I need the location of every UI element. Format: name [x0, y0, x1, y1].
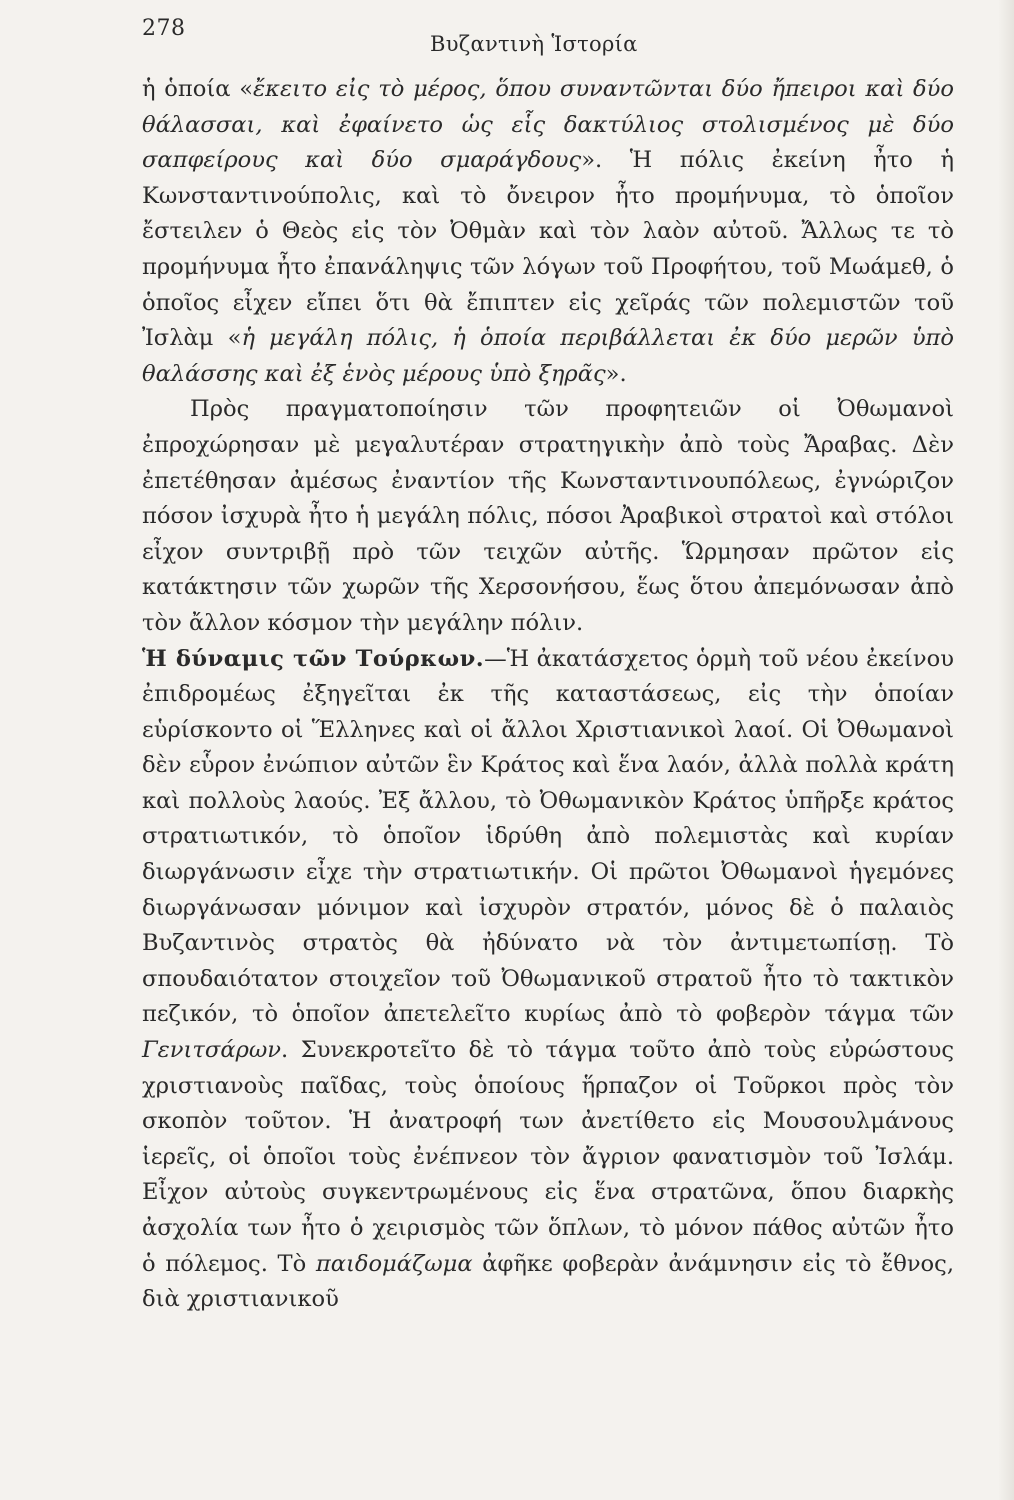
text-run: . Συνεκροτεῖτο δὲ τὸ τάγμα τοῦτο ἀπὸ τοὺς εὐρώστους χριστιανοὺς παῖδας, τοὺς ὁποίους ἥρπαζον οἱ Τοῦρκοι πρὸς τὸν σκοπὸν τοῦτον. Ἡ ἀνατροφή των ἀνετίθετο εἰς Μουσουλμάνους ἱερεῖς, οἱ ὁποῖοι τοὺς ἐνέπνεον τὸν ἄγριον φανατισμὸν τοῦ Ἰσλάμ. Εἶχον αὐτοὺς συγκεντρωμένους εἰς ἕνα στρατῶνα, ὅπου διαρκὴς ἀσχολία των ἦτο ὁ χειρισμὸς τῶν ὅπλων, τὸ μόνον πάθος αὐτῶν ἦτο ὁ πόλεμος. Τὸ: [142, 1037, 954, 1277]
paragraph-p3: [142, 642, 954, 1318]
text-run: —Ἡ ἀκατάσχετος ὁρμὴ τοῦ νέου ἐκείνου ἐπιδρομέως ἐξηγεῖται ἐκ τῆς καταστάσεως, εἰς τὴν ὁποίαν εὑρίσκοντο οἱ Ἕλληνες καὶ οἱ ἄλλοι Χριστιανικοὶ λαοί. Οἱ Ὀθωμανοὶ δὲν εὗρον ἐνώπιον αὐτῶν ἓν Κράτος καὶ ἕνα λαόν, ἀλλὰ πολλὰ κράτη καὶ πολλοὺς λαούς. Ἐξ ἄλλου, τὸ Ὀθωμανικὸν Κράτος ὑπῆρξε κράτος στρατιωτικόν, τὸ ὁποῖον ἱδρύθη ἀπὸ πολεμιστὰς καὶ κυρίαν διωργάνωσιν εἶχε τὴν στρατιωτικήν. Οἱ πρῶτοι Ὀθωμανοὶ ἡγεμόνες διωργάνωσαν μόνιμον καὶ ἰσχυρὸν στρατόν, μόνος δὲ ὁ παλαιὸς Βυζαντινὸς στρατὸς θὰ ἠδύνατο νὰ τὸν ἀντιμετωπίσῃ. Τὸ σπουδαιότατον στοιχεῖον τοῦ Ὀθωμανικοῦ στρατοῦ ἦτο τὸ τακτικὸν πεζικόν, τὸ ὁποῖον ἀπετελεῖτο κυρίως ἀπὸ τὸ φοβερὸν τάγμα τῶν: [142, 645, 954, 1028]
page-header: [142, 14, 954, 54]
page-number: 278: [142, 16, 186, 41]
text-run: ἀφῆκε φοβερὰν ἀνάμνησιν εἰς τὸ ἔθνος, διὰ χριστιανικοῦ: [142, 1250, 954, 1313]
text-run: ἡ ὁποία «: [142, 76, 254, 102]
italic-text: ἡ μεγάλη πόλις, ἡ ὁποία περιβάλλεται ἐκ δύο μερῶν ὑπὸ θαλάσσης καὶ ἐξ ἑνὸς μέρους ὑπὸ ξηρᾶς: [142, 325, 955, 387]
body-text: [142, 72, 954, 1318]
text-run: ».: [605, 360, 627, 387]
running-title: Βυζαντινὴ Ἱστορία: [430, 32, 638, 56]
text-run: ». Ἡ πόλις ἐκείνη ἦτο ἡ Κωνσταντινούπολις, καὶ τὸ ὄνειρον ἦτο προμήνυμα, τὸ ὁποῖον ἔστειλεν ὁ Θεὸς εἰς τὸν Ὀθμὰν καὶ τὸν λαὸν αὐτοῦ. Ἄλλως τε τὸ προμήνυμα ἦτο ἐπανάληψις τῶν λόγων τοῦ Προφήτου, τοῦ Μωάμεθ, ὁ ὁποῖος εἶχεν εἴπει ὅτι θὰ ἔπιπτεν εἰς χεῖράς τῶν πολεμιστῶν τοῦ Ἰσλὰμ «: [142, 147, 954, 352]
italic-text: ἔκειτο εἰς τὸ μέρος, ὅπου συναντῶνται δύο ἤπειροι καὶ δύο θάλασσαι, καὶ ἐφαίνετο ὡς εἷς δακτύλιος στολισμένος μὲ δύο σαπφείρους καὶ δύο σμαράγδους: [142, 76, 954, 174]
page-edge: [998, 0, 1014, 1500]
italic-text: παιδομάζωμα: [315, 1250, 473, 1277]
section-heading: Ἡ δύναμις τῶν Τούρκων.: [142, 645, 485, 672]
paragraph-p1: [142, 72, 954, 392]
paragraph-p2: [142, 392, 954, 641]
text-run: Πρὸς πραγματοποίησιν τῶν προφητειῶν οἱ Ὀθωμανοὶ ἐπροχώρησαν μὲ μεγαλυτέραν στρατηγικὴν ἀπὸ τοὺς Ἄραβας. Δὲν ἐπετέθησαν ἀμέσως ἐναντίον τῆς Κωνσταντινουπόλεως, ἐγνώριζον πόσον ἰσχυρὰ ἦτο ἡ μεγάλη πόλις, πόσοι Ἀραβικοὶ στρατοὶ καὶ στόλοι εἶχον συντριβῇ πρὸ τῶν τειχῶν αὐτῆς. Ὥρμησαν πρῶτον εἰς κατάκτησιν τῶν χωρῶν τῆς Χερσονήσου, ἕως ὅτου ἀπεμόνωσαν ἀπὸ τὸν ἄλλον κόσμον τὴν μεγάλην πόλιν.: [142, 396, 954, 636]
italic-text: Γενιτσάρων: [142, 1037, 282, 1064]
